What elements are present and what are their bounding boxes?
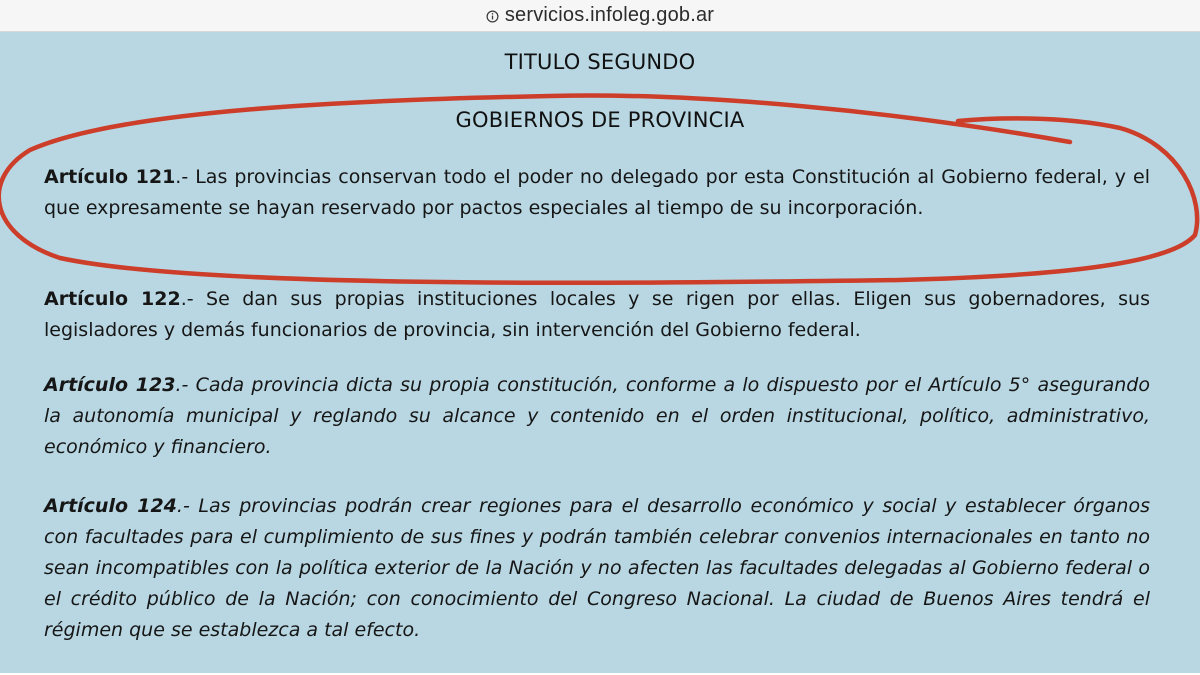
article-body: .- Las provincias conservan todo el poder no delegado por esta Constitución al Gobierno federal, y el que expresamente se hayan reservado por pactos especiales al tiempo de su incorporación. xyxy=(44,166,1150,219)
document-page xyxy=(0,32,1200,673)
address-bar[interactable] xyxy=(0,0,1200,32)
info-circle-icon xyxy=(486,10,499,23)
section-subtitle: GOBIERNOS DE PROVINCIA xyxy=(455,108,745,132)
article-label: Artículo 121 xyxy=(44,166,176,188)
url-text[interactable]: servicios.infoleg.gob.ar xyxy=(504,4,715,26)
article-body: .- Se dan sus propias instituciones locales y se rigen por ellas. Eligen sus gobernadores, sus legisladores y demás funcionarios de provincia, sin intervención del Gobierno federal. xyxy=(44,288,1150,341)
article-121 xyxy=(44,162,1150,224)
article-123 xyxy=(44,370,1150,463)
article-124 xyxy=(44,491,1150,646)
article-label: Artículo 123 xyxy=(44,374,176,396)
article-body: .- Las provincias podrán crear regiones para el desarrollo económico y social y establecer órganos con facultades para el cumplimiento de sus fines y podrán también celebrar convenios internacionales en tanto no sean incompatibles con la política exterior de la Nación y no afecten las facultades delegadas al Gobierno federal o el crédito público de la Nación; con conocimiento del Congreso Nacional. La ciudad de Buenos Aires tendrá el régimen que se establezca a tal efecto. xyxy=(44,495,1150,641)
article-label: Artículo 122 xyxy=(44,288,181,310)
article-122 xyxy=(44,284,1150,346)
article-label: Artículo 124 xyxy=(44,495,177,517)
section-title: TITULO SEGUNDO xyxy=(504,50,696,74)
article-body: .- Cada provincia dicta su propia constitución, conforme a lo dispuesto por el Artículo 5° asegurando la autonomía municipal y reglando su alcance y contenido en el orden institucional, político, administrativo, económico y financiero. xyxy=(44,374,1150,458)
